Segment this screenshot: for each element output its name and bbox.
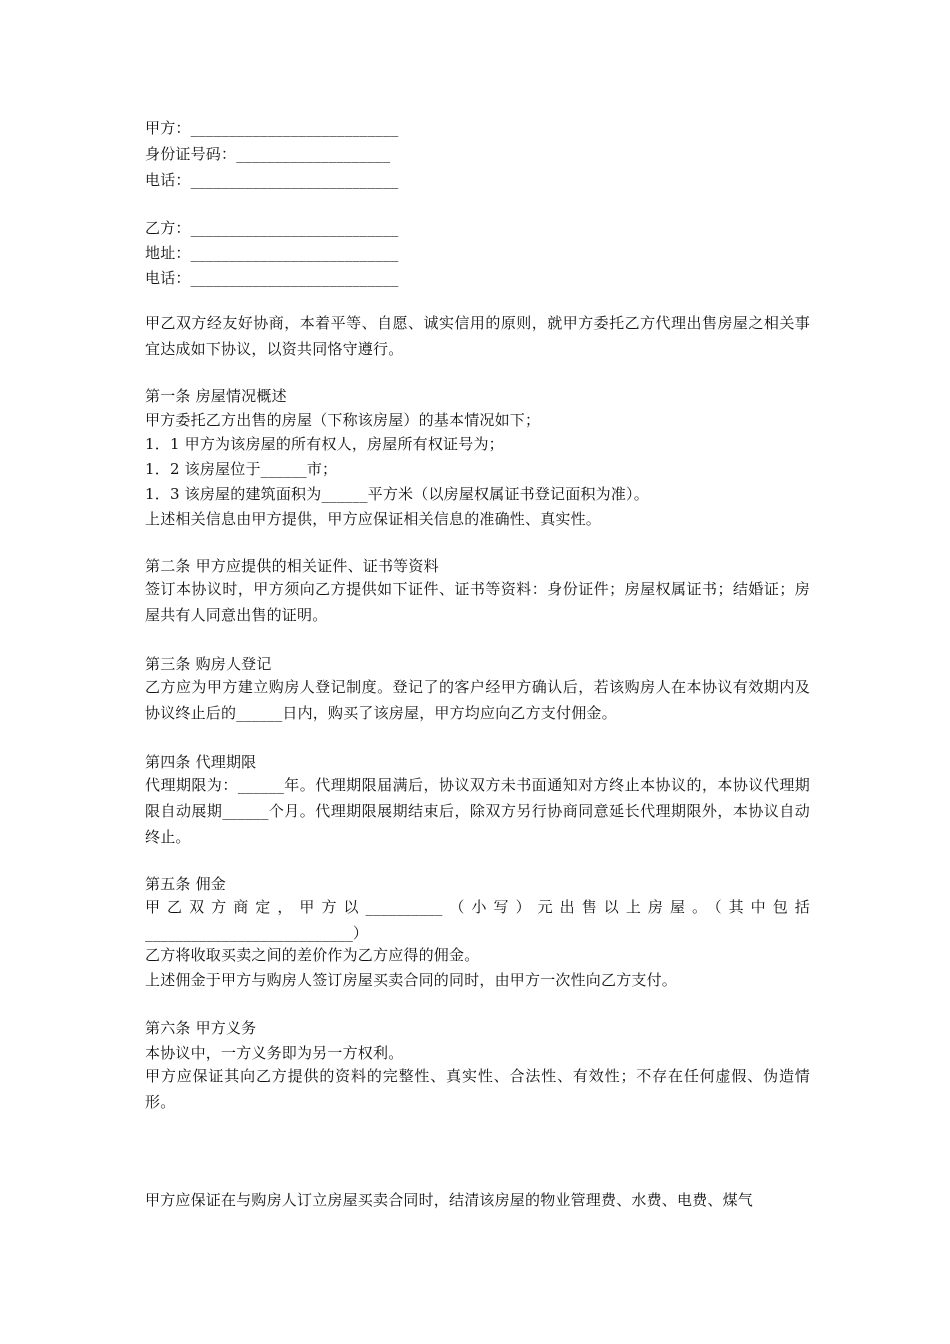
article-4-body: 代理期限为：______年。代理期限届满后，协议双方未书面通知对方终止本协议的，本协议代理期限自动展期______个月。代理期限展期结束后，除双方另行协商同意延长代理期限外，本协议自动终止。 xyxy=(145,776,810,846)
article-3-body: 乙方应为甲方建立购房人登记制度。登记了的客户经甲方确认后，若该购房人在本协议有效期内及协议终止后的______日内，购买了该房屋，甲方均应向乙方支付佣金。 xyxy=(145,678,810,722)
article-5-title: 第五条 佣金 xyxy=(145,875,226,893)
article-1-line-3: 1．2 该房屋位于______市； xyxy=(145,460,338,478)
article-1-title: 第一条 房屋情况概述 xyxy=(145,387,287,405)
article-3-title: 第三条 购房人登记 xyxy=(145,655,272,673)
article-2-title: 第二条 甲方应提供的相关证件、证书等资料 xyxy=(145,557,439,575)
article-1-line-4: 1．3 该房屋的建筑面积为______平方米（以房屋权属证书登记面积为准）。 xyxy=(145,485,649,503)
article-2-body: 签订本协议时，甲方须向乙方提供如下证件、证书等资料：身份证件；房屋权属证书；结婚证；房屋共有人同意出售的证明。 xyxy=(145,580,810,624)
id-number-line: 身份证号码：____________________ xyxy=(145,145,391,163)
article-6-body: 甲方应保证其向乙方提供的资料的完整性、真实性、合法性、有效性；不存在任何虚假、伪造情形。 xyxy=(145,1067,810,1111)
article-6-title: 第六条 甲方义务 xyxy=(145,1019,257,1037)
article-6-last-line: 甲方应保证在与购房人订立房屋买卖合同时，结清该房屋的物业管理费、水费、电费、煤气 xyxy=(145,1191,754,1209)
article-1-line-5: 上述相关信息由甲方提供，甲方应保证相关信息的准确性、真实性。 xyxy=(145,510,602,528)
phone-b-line: 电话：___________________________ xyxy=(145,269,399,287)
party-a-line: 甲方：___________________________ xyxy=(145,119,399,137)
address-line: 地址：___________________________ xyxy=(145,244,399,262)
article-6-line-1: 本协议中，一方义务即为另一方权利。 xyxy=(145,1044,404,1062)
phone-a-line: 电话：___________________________ xyxy=(145,171,399,189)
party-b-line: 乙方：___________________________ xyxy=(145,219,399,237)
article-5-body: 甲乙双方商定，甲方以__________（小写）元出售以上房屋。（其中包括___________________________） xyxy=(145,898,810,942)
article-4-title: 第四条 代理期限 xyxy=(145,753,257,771)
article-1-line-2: 1．1 甲方为该房屋的所有权人，房屋所有权证号为； xyxy=(145,435,504,453)
article-5-line-2: 乙方将收取买卖之间的差价作为乙方应得的佣金。 xyxy=(145,946,480,964)
intro-paragraph: 甲乙双方经友好协商，本着平等、自愿、诚实信用的原则，就甲方委托乙方代理出售房屋之相关事宜达成如下协议，以资共同恪守遵行。 xyxy=(145,314,810,358)
article-1-line-1: 甲方委托乙方出售的房屋（下称该房屋）的基本情况如下； xyxy=(145,411,541,429)
article-5-line-3: 上述佣金于甲方与购房人签订房屋买卖合同的同时，由甲方一次性向乙方支付。 xyxy=(145,971,678,989)
